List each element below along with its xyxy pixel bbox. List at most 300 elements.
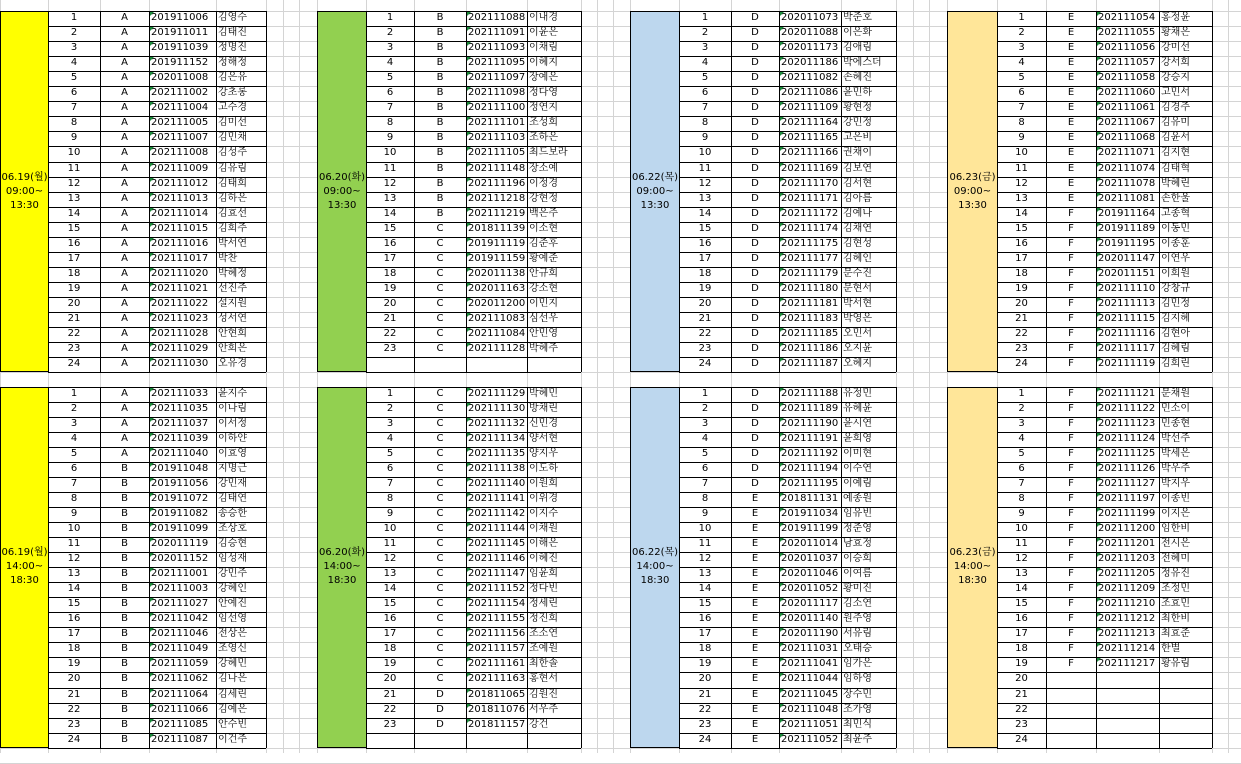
- text-number-indicator: [780, 388, 784, 392]
- student-name: 유혜윤: [843, 402, 872, 414]
- row-number: 17: [1015, 252, 1028, 264]
- column-border: [466, 11, 467, 372]
- row-number: 16: [67, 613, 81, 625]
- class-code: F: [1068, 328, 1074, 340]
- student-name: 최드보라: [529, 147, 568, 159]
- student-id: 202111119: [1098, 358, 1156, 370]
- grid-column-line: [929, 0, 930, 753]
- student-name: 임하영: [843, 673, 872, 685]
- student-name: 박혜정: [218, 267, 247, 279]
- row-number: 8: [386, 117, 394, 129]
- row-number: 18: [698, 267, 712, 279]
- class-code: F: [1068, 583, 1074, 595]
- row-number: 19: [383, 658, 397, 670]
- class-code: A: [121, 162, 128, 174]
- student-name: 안민영: [529, 328, 558, 340]
- student-id: 202111134: [468, 432, 526, 444]
- text-number-indicator: [467, 388, 471, 392]
- class-code: B: [121, 643, 128, 655]
- student-name: 민소이: [1161, 402, 1190, 414]
- exam-time-from: 09:00~: [953, 185, 992, 197]
- text-number-indicator: [780, 12, 784, 16]
- student-name: 한별: [1161, 643, 1181, 655]
- student-name: 박세은: [1161, 447, 1190, 459]
- student-name: 박혜린: [1161, 177, 1190, 189]
- class-code: E: [751, 733, 759, 745]
- student-id: 202111199: [1098, 507, 1156, 519]
- class-code: C: [436, 222, 444, 234]
- text-number-indicator: [1097, 132, 1101, 136]
- class-code: A: [121, 177, 128, 189]
- student-name: 이혜지: [529, 57, 558, 69]
- student-name: 이효영: [218, 447, 247, 459]
- student-id: 202111058: [1098, 72, 1156, 84]
- student-id: 202111197: [1098, 492, 1156, 504]
- text-number-indicator: [150, 253, 154, 257]
- student-name: 안희은: [218, 343, 247, 355]
- class-code: D: [751, 237, 759, 249]
- student-id: 202111154: [468, 598, 526, 610]
- text-number-indicator: [780, 223, 784, 227]
- student-id: 202111086: [781, 87, 839, 99]
- student-name: 서유림: [843, 628, 872, 640]
- student-id: 202111126: [1098, 462, 1156, 474]
- class-code: B: [121, 703, 128, 715]
- class-code: E: [751, 538, 759, 549]
- student-name: 황현정: [843, 102, 872, 114]
- text-number-indicator: [780, 568, 784, 572]
- row-number: 4: [70, 432, 78, 444]
- grid-column-line: [597, 0, 598, 753]
- row-number: 22: [698, 703, 712, 715]
- row-number: 8: [70, 492, 78, 504]
- text-number-indicator: [780, 583, 784, 587]
- class-code: F: [1068, 628, 1074, 640]
- column-border: [581, 387, 582, 748]
- class-code: D: [751, 358, 759, 370]
- student-name: 김준후: [529, 237, 558, 249]
- student-name: 이건주: [218, 733, 247, 745]
- row-number: 21: [383, 688, 397, 700]
- row-number: 22: [1015, 328, 1028, 340]
- text-number-indicator: [150, 223, 154, 227]
- text-number-indicator: [150, 72, 154, 76]
- row-number: 11: [698, 538, 712, 549]
- text-number-indicator: [780, 478, 784, 482]
- text-number-indicator: [1097, 598, 1101, 602]
- exam-time-from: 09:00~: [5, 185, 44, 197]
- row-number: 5: [1018, 447, 1025, 459]
- student-id: 202111214: [1098, 643, 1156, 655]
- student-id: 201911072: [151, 492, 209, 504]
- student-name: 이내경: [529, 12, 558, 23]
- exam-time-to: 13:30: [327, 199, 357, 211]
- text-number-indicator: [1097, 223, 1101, 227]
- text-number-indicator: [780, 102, 784, 106]
- class-code: E: [751, 568, 759, 580]
- class-code: C: [436, 522, 444, 534]
- row-number: 14: [1015, 583, 1028, 595]
- class-code: F: [1068, 237, 1074, 249]
- text-number-indicator: [1097, 268, 1101, 272]
- student-name: 이해은: [529, 538, 558, 549]
- class-code: F: [1068, 492, 1074, 504]
- exam-date-block: [630, 387, 680, 748]
- row-border: [366, 733, 581, 734]
- student-name: 민종현: [1161, 417, 1190, 429]
- row-number: 15: [383, 222, 397, 234]
- text-number-indicator: [467, 42, 471, 46]
- row-number: 20: [1015, 673, 1028, 685]
- text-number-indicator: [780, 734, 784, 738]
- exam-time-to: 18:30: [10, 575, 39, 587]
- student-id: 202111171: [781, 192, 839, 204]
- row-number: 3: [386, 417, 394, 429]
- text-number-indicator: [467, 117, 471, 121]
- class-code: D: [751, 222, 759, 234]
- row-number: 3: [1018, 417, 1025, 429]
- column-border: [1046, 387, 1047, 748]
- student-id: 202111103: [468, 132, 526, 144]
- class-code: D: [751, 252, 759, 264]
- student-id: 201911164: [1098, 207, 1156, 219]
- student-id: 202111082: [781, 72, 839, 84]
- exam-date-block: [317, 387, 367, 748]
- student-name: 남효정: [843, 538, 872, 549]
- row-number: 24: [1015, 358, 1028, 370]
- column-border: [679, 387, 680, 748]
- exam-time-from: 09:00~: [323, 185, 361, 197]
- class-code: C: [436, 343, 444, 355]
- student-name: 원주영: [843, 613, 872, 625]
- student-id: 202111186: [781, 343, 839, 355]
- student-name: 신민경: [529, 417, 558, 429]
- class-code: D: [751, 57, 759, 69]
- row-number: 15: [383, 598, 397, 610]
- student-name: 윤민하: [843, 87, 872, 99]
- text-number-indicator: [150, 343, 154, 347]
- column-border: [1096, 387, 1097, 748]
- student-id: 202111190: [781, 417, 839, 429]
- class-code: B: [436, 87, 444, 99]
- text-number-indicator: [467, 193, 471, 197]
- class-code: B: [436, 147, 444, 159]
- student-name: 박영은: [843, 313, 872, 324]
- student-name: 임성재: [218, 553, 247, 565]
- block-border: [366, 387, 581, 388]
- row-number: 12: [698, 553, 712, 565]
- class-code: D: [751, 132, 759, 144]
- exam-time-from: 14:00~: [953, 561, 992, 573]
- student-id: 202111022: [151, 297, 209, 309]
- student-id: 201911099: [151, 522, 209, 534]
- student-name: 김소연: [843, 598, 872, 610]
- student-name: 박찬: [218, 252, 238, 264]
- student-name: 윤지수: [218, 387, 247, 399]
- class-code: E: [751, 613, 759, 625]
- student-id: 202111091: [468, 27, 526, 39]
- exam-date: 06.20(화): [318, 171, 366, 183]
- class-code: E: [1067, 177, 1075, 189]
- exam-date-block: [0, 11, 49, 372]
- class-code: E: [1067, 132, 1075, 144]
- exam-date: 06.23(금): [949, 171, 996, 183]
- text-number-indicator: [1097, 478, 1101, 482]
- row-number: 20: [67, 673, 81, 685]
- column-border: [731, 11, 732, 372]
- student-name: 이하얀: [218, 432, 247, 444]
- class-code: C: [436, 282, 444, 294]
- text-number-indicator: [1097, 238, 1101, 242]
- class-code: A: [121, 417, 128, 429]
- row-number: 22: [67, 703, 81, 715]
- text-number-indicator: [780, 87, 784, 91]
- student-id: 202111081: [1098, 192, 1156, 204]
- text-number-indicator: [1097, 163, 1101, 167]
- student-name: 오태승: [843, 643, 872, 655]
- text-number-indicator: [780, 358, 784, 362]
- class-code: E: [751, 643, 759, 655]
- row-number: 11: [383, 538, 397, 549]
- row-number: 7: [701, 477, 709, 489]
- class-code: A: [121, 27, 128, 39]
- class-code: D: [751, 297, 759, 309]
- student-id: 202011186: [781, 57, 839, 69]
- student-id: 202111147: [468, 568, 526, 580]
- class-code: E: [751, 507, 759, 519]
- exam-time-from: 09:00~: [636, 185, 674, 197]
- student-id: 202111174: [781, 222, 839, 234]
- class-code: B: [121, 583, 128, 595]
- column-border: [1212, 387, 1213, 748]
- student-name: 조하은: [529, 132, 558, 144]
- class-code: C: [436, 598, 444, 610]
- text-number-indicator: [467, 493, 471, 497]
- student-id: 202111059: [151, 658, 209, 670]
- row-number: 23: [383, 343, 397, 355]
- text-number-indicator: [780, 42, 784, 46]
- student-name: 이정경: [529, 177, 558, 189]
- class-code: E: [1067, 87, 1075, 99]
- text-number-indicator: [467, 463, 471, 467]
- class-code: A: [121, 402, 128, 414]
- text-number-indicator: [780, 328, 784, 332]
- class-code: A: [121, 297, 128, 309]
- text-number-indicator: [467, 147, 471, 151]
- class-code: E: [751, 628, 759, 640]
- text-number-indicator: [150, 328, 154, 332]
- student-name: 고은비: [843, 132, 872, 144]
- student-id: 202111002: [151, 87, 209, 99]
- row-number: 3: [70, 42, 78, 54]
- student-id: 201911011: [151, 27, 209, 39]
- column-border: [266, 11, 267, 372]
- class-code: B: [436, 162, 444, 174]
- class-code: A: [121, 222, 128, 234]
- student-name: 이위경: [529, 492, 558, 504]
- student-name: 강혜민: [218, 658, 247, 670]
- class-code: A: [121, 57, 128, 69]
- student-name: 김유림: [218, 162, 247, 174]
- grid-column-line: [299, 0, 300, 753]
- block-border: [997, 387, 1212, 388]
- row-number: 10: [383, 522, 397, 534]
- text-number-indicator: [780, 147, 784, 151]
- row-number: 21: [383, 313, 397, 324]
- student-name: 임유빈: [843, 507, 872, 519]
- student-id: 202111218: [468, 192, 526, 204]
- class-code: F: [1068, 477, 1074, 489]
- row-number: 11: [67, 538, 81, 549]
- student-id: 202111194: [781, 462, 839, 474]
- student-id: 202111055: [1098, 27, 1156, 39]
- row-number: 2: [701, 402, 709, 414]
- class-code: B: [121, 598, 128, 610]
- student-id: 202111008: [151, 147, 209, 159]
- class-code: D: [751, 432, 759, 444]
- text-number-indicator: [467, 403, 471, 407]
- row-number: 19: [1015, 282, 1028, 294]
- class-code: C: [436, 297, 444, 309]
- text-number-indicator: [467, 643, 471, 647]
- student-name: 이서정: [218, 417, 247, 429]
- text-number-indicator: [1097, 613, 1101, 617]
- student-id: 201911189: [1098, 222, 1156, 234]
- student-name: 오혜지: [843, 358, 872, 370]
- class-code: E: [751, 553, 759, 565]
- student-id: 202111145: [468, 538, 526, 549]
- student-id: 202111125: [1098, 447, 1156, 459]
- text-number-indicator: [150, 613, 154, 617]
- text-number-indicator: [467, 598, 471, 602]
- student-id: 202111157: [468, 643, 526, 655]
- text-number-indicator: [150, 193, 154, 197]
- row-number: 10: [698, 522, 712, 534]
- row-border: [366, 357, 581, 358]
- student-name: 김서현: [843, 177, 872, 189]
- student-name: 백은주: [529, 207, 558, 219]
- student-id: 202011014: [781, 538, 839, 549]
- row-number: 1: [1018, 12, 1025, 23]
- text-number-indicator: [1097, 313, 1101, 317]
- student-name: 박서연: [218, 237, 247, 249]
- text-number-indicator: [150, 132, 154, 136]
- text-number-indicator: [467, 478, 471, 482]
- class-code: E: [751, 703, 759, 715]
- student-id: 202011138: [468, 267, 526, 279]
- student-id: 202111001: [151, 568, 209, 580]
- text-number-indicator: [467, 178, 471, 182]
- class-code: D: [751, 42, 759, 54]
- student-id: 202111017: [151, 252, 209, 264]
- text-number-indicator: [467, 553, 471, 557]
- student-name: 고종혁: [1161, 207, 1190, 219]
- student-name: 강소현: [529, 282, 558, 294]
- class-code: A: [121, 12, 128, 23]
- text-number-indicator: [150, 673, 154, 677]
- student-name: 이혜진: [529, 553, 558, 565]
- student-name: 정세린: [529, 598, 558, 610]
- row-number: 18: [383, 267, 397, 279]
- text-number-indicator: [150, 523, 154, 527]
- column-border: [48, 387, 49, 748]
- text-number-indicator: [467, 658, 471, 662]
- student-id: 201911199: [781, 522, 839, 534]
- class-code: E: [1067, 147, 1075, 159]
- student-name: 박준호: [843, 12, 872, 23]
- row-number: 4: [386, 57, 394, 69]
- row-number: 22: [67, 328, 81, 340]
- student-name: 최한솔: [529, 658, 558, 670]
- student-name: 이수연: [843, 462, 872, 474]
- exam-date: 06.22(목): [631, 547, 679, 559]
- row-number: 19: [67, 658, 81, 670]
- class-code: A: [121, 102, 128, 114]
- class-code: C: [436, 628, 444, 640]
- student-name: 정유진: [1161, 568, 1190, 580]
- row-number: 7: [386, 477, 394, 489]
- text-number-indicator: [150, 463, 154, 467]
- row-number: 18: [1015, 267, 1028, 279]
- class-code: D: [436, 703, 444, 715]
- text-number-indicator: [467, 673, 471, 677]
- text-number-indicator: [1097, 57, 1101, 61]
- class-code: D: [751, 177, 759, 189]
- row-number: 12: [383, 177, 397, 189]
- class-code: C: [436, 328, 444, 340]
- text-number-indicator: [780, 553, 784, 557]
- student-id: 202111097: [468, 72, 526, 84]
- row-number: 3: [701, 42, 709, 54]
- student-name: 김세린: [218, 688, 247, 700]
- row-number: 8: [1018, 117, 1025, 129]
- row-number: 4: [1018, 57, 1025, 69]
- row-number: 13: [698, 192, 712, 204]
- student-name: 이소현: [529, 222, 558, 234]
- column-border: [896, 387, 897, 748]
- student-name: 지명근: [218, 462, 247, 474]
- student-id: 202111016: [151, 237, 209, 249]
- column-border: [997, 11, 998, 372]
- student-id: 202111155: [468, 613, 526, 625]
- class-code: B: [121, 538, 128, 549]
- student-name: 이승희: [843, 553, 872, 565]
- text-number-indicator: [780, 313, 784, 317]
- student-name: 김민정: [1161, 297, 1190, 309]
- text-number-indicator: [150, 448, 154, 452]
- student-id: 202011152: [151, 553, 209, 565]
- row-number: 1: [386, 387, 394, 399]
- row-number: 17: [383, 252, 397, 264]
- exam-time-from: 14:00~: [323, 561, 361, 573]
- student-name: 이희원: [1161, 267, 1190, 279]
- student-id: 201911159: [468, 252, 526, 264]
- class-code: B: [436, 57, 444, 69]
- column-border: [1159, 11, 1160, 372]
- text-number-indicator: [467, 102, 471, 106]
- student-id: 202111116: [1098, 328, 1156, 340]
- row-number: 6: [701, 87, 709, 99]
- row-number: 5: [1018, 72, 1025, 84]
- class-code: E: [751, 718, 759, 730]
- student-id: 201911082: [151, 507, 209, 519]
- row-number: 3: [1018, 42, 1025, 54]
- class-code: B: [121, 688, 128, 700]
- student-name: 정다빈: [529, 583, 558, 595]
- exam-date: 06.23(금): [949, 547, 996, 559]
- exam-date: 06.20(화): [318, 547, 366, 559]
- class-code: C: [436, 267, 444, 279]
